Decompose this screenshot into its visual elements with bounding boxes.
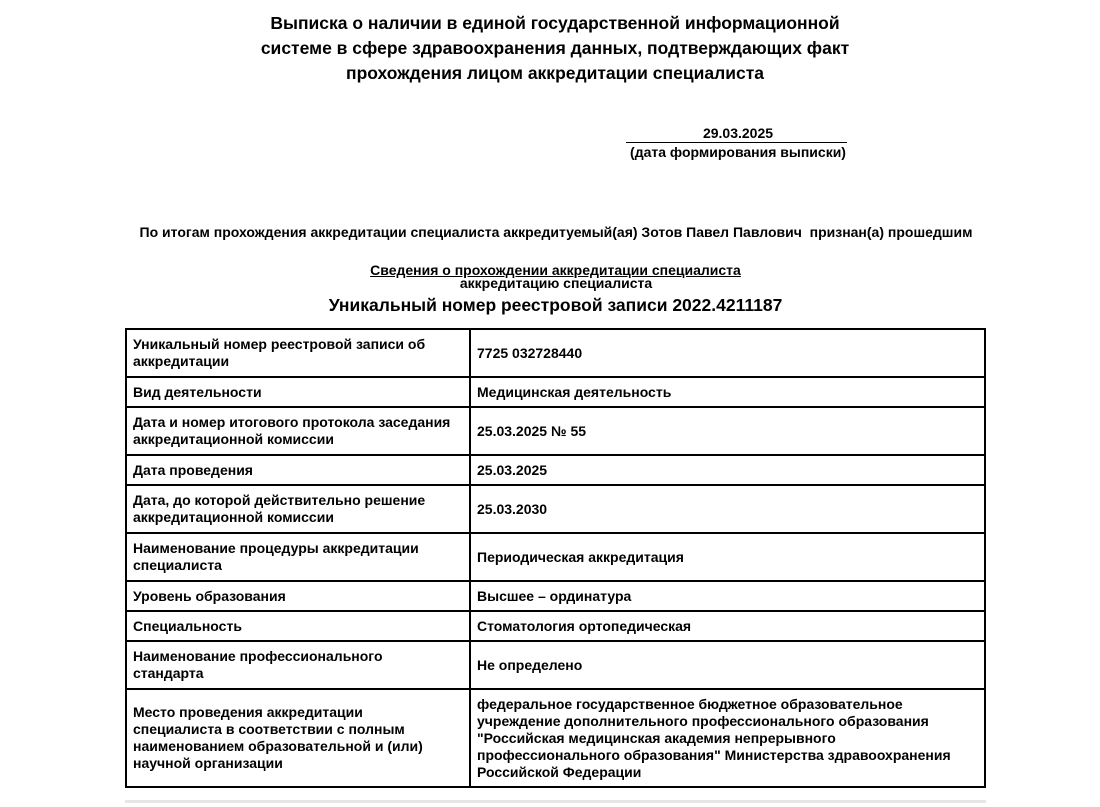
table-row <box>126 485 985 533</box>
row-value <box>470 377 985 407</box>
row-label-line: Наименование профессионального <box>133 648 383 664</box>
issue-date: 29.03.2025 <box>626 124 847 143</box>
section-heading: Сведения о прохождении аккредитации специалиста <box>370 262 741 278</box>
row-value-line: 25.03.2025 № 55 <box>477 422 587 439</box>
row-value-line: федеральное государственное бюджетное образовательное <box>477 695 903 712</box>
row-label <box>126 455 470 485</box>
table-row <box>126 533 985 581</box>
row-value-line: 7725 032728440 <box>477 344 583 361</box>
table-row <box>126 611 985 641</box>
row-label <box>126 641 470 689</box>
row-label-line: Дата проведения <box>133 461 253 478</box>
row-value <box>470 533 985 581</box>
row-value-line: Высшее – ординатура <box>477 587 632 604</box>
row-value-line: "Российская медицинская академия непрерывного <box>477 729 836 746</box>
page-bottom-divider <box>125 800 986 803</box>
row-label-line: Место проведения аккредитации <box>133 704 363 720</box>
row-value-line: учреждение дополнительного профессионального образования <box>477 712 929 729</box>
accreditation-info-table <box>125 328 986 788</box>
row-label-line: Уровень образования <box>133 587 286 604</box>
row-value-line: Медицинская деятельность <box>477 383 672 400</box>
row-label <box>126 485 470 533</box>
row-label <box>126 329 470 377</box>
row-value-line: Не определено <box>477 656 583 673</box>
document-title-line: Выписка о наличии в единой государственной информационной <box>270 13 840 33</box>
row-value-line: Стоматология ортопедическая <box>477 617 692 634</box>
row-label-line: аккредитационной комиссии <box>133 509 334 525</box>
row-label-line: специалиста <box>133 557 222 573</box>
row-value <box>470 611 985 641</box>
issue-date-caption: (дата формирования выписки) <box>630 144 846 160</box>
row-value <box>470 641 985 689</box>
row-label <box>126 533 470 581</box>
row-label-line: научной организации <box>133 755 283 771</box>
row-label <box>126 377 470 407</box>
row-value-line: Периодическая аккредитация <box>477 548 684 565</box>
document-title-line: прохождения лицом аккредитации специалиста <box>346 63 764 83</box>
row-label <box>126 407 470 455</box>
row-label-line: специалиста в соответствии с полным <box>133 721 405 737</box>
row-value-line: профессионального образования" Министерства здравоохранения <box>477 746 951 763</box>
table-row <box>126 641 985 689</box>
row-label-line: аккредитации <box>133 353 230 369</box>
document-title <box>0 11 1100 86</box>
row-label-line: Вид деятельности <box>133 383 262 400</box>
document-title-line: системе в сфере здравоохранения данных, подтверждающих факт <box>260 38 850 58</box>
row-value-line: Российской Федерации <box>477 763 642 780</box>
row-label-line: Специальность <box>133 617 242 634</box>
row-value-line: 25.03.2030 <box>477 500 548 517</box>
row-label <box>126 611 470 641</box>
row-value <box>470 689 985 787</box>
row-label-line: Дата, до которой действительно решение <box>133 492 426 508</box>
row-label-line: Дата и номер итогового протокола заседания <box>133 414 451 430</box>
table-row <box>126 377 985 407</box>
row-value-line: 25.03.2025 <box>477 461 548 478</box>
table-row <box>126 329 985 377</box>
table-row <box>126 455 985 485</box>
intro-line: аккредитацию специалиста <box>459 275 653 291</box>
table-row <box>126 581 985 611</box>
row-label <box>126 689 470 787</box>
issue-date-block <box>626 124 850 161</box>
table-row <box>126 407 985 455</box>
table-row <box>126 689 985 787</box>
row-value <box>470 329 985 377</box>
row-value <box>470 455 985 485</box>
row-label-line: наименованием образовательной и (или) <box>133 738 423 754</box>
row-value <box>470 407 985 455</box>
intro-line: По итогам прохождения аккредитации специалиста аккредитуемый(ая) Зотов Павел Павлович признан(а) прошедшим <box>139 224 973 240</box>
row-label-line: стандарта <box>133 665 204 681</box>
row-label-line: аккредитационной комиссии <box>133 431 334 447</box>
intro-statement <box>120 190 992 309</box>
row-label <box>126 581 470 611</box>
registry-number-heading: Уникальный номер реестровой записи 2022.4211187 <box>328 295 783 315</box>
row-label-line: Уникальный номер реестровой записи об <box>133 336 426 352</box>
row-value <box>470 581 985 611</box>
row-label-line: Наименование процедуры аккредитации <box>133 540 419 556</box>
row-value <box>470 485 985 533</box>
